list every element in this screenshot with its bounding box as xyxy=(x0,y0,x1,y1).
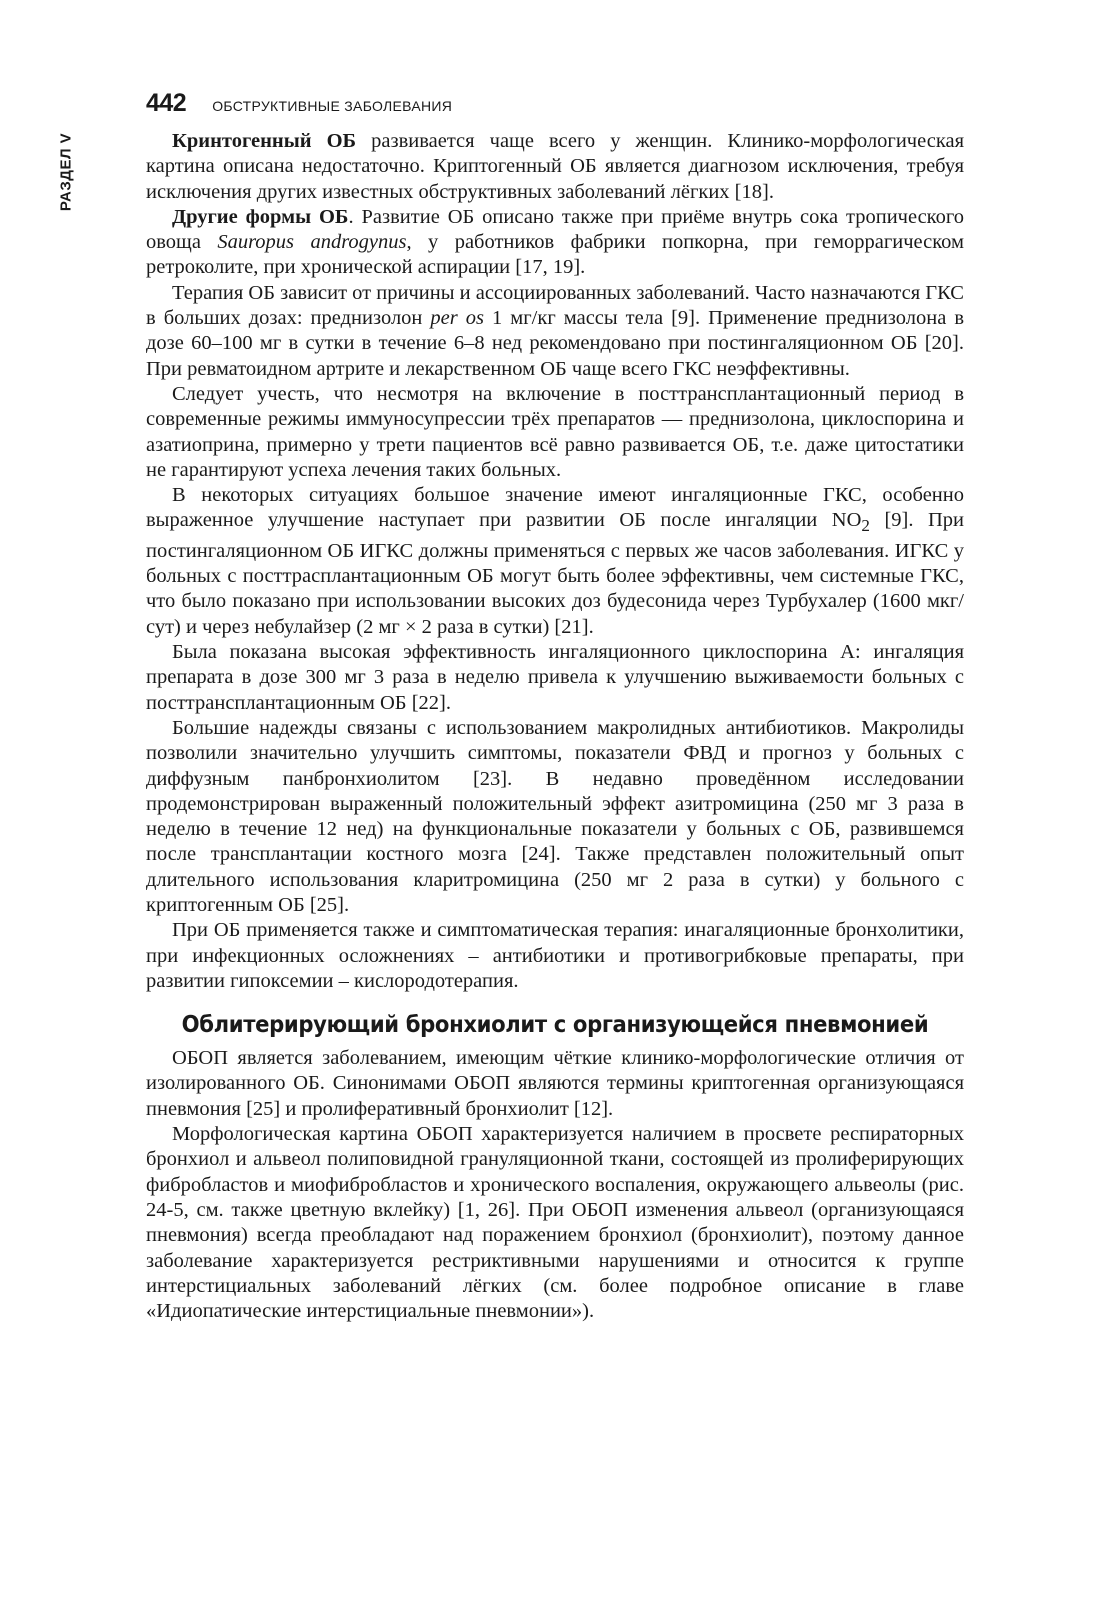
paragraph-symptomatic xyxy=(146,918,964,994)
paragraph-text: Была показана высокая эффективность ингаляционного циклоспорина A: ингаляция препарата в дозе 300 мг 3 раза в неделю привела к улучшению выживаемости больных с посттрансплантационным ОБ [22]. xyxy=(146,641,964,714)
paragraph-text: При ОБ применяется также и симптоматическая терапия: инагаляционные бронхолитики, при инфекционных осложнениях – антибиотики и противогрибковые препараты, при развитии гипоксемии – кислородотерапия. xyxy=(146,919,964,992)
paragraph-text: В некоторых ситуациях большое значение имеют ингаляционные ГКС, особенно выраженное улучшение наступает при развитии ОБ после ингаляции NO xyxy=(146,484,964,532)
paragraph-text: Терапия ОБ зависит от причины и ассоциированных заболеваний. Часто назначаются ГКС в больших дозах: преднизолон xyxy=(146,281,964,330)
running-title: ОБСТРУКТИВНЫЕ ЗАБОЛЕВАНИЯ xyxy=(212,98,453,114)
paragraph-cryptogenic xyxy=(146,129,964,205)
paragraph-text: 1 мг/кг массы тела [9]. Применение преднизолона в дозе 60–100 мг в сутки в течение 6–8 нед рекомендовано при постингаляционном ОБ [20]. При ревматоидном артрите и лекарственном ОБ чаще всего ГКС неэффективны. xyxy=(146,307,964,380)
paragraph-inhaled-gks xyxy=(146,483,964,640)
latin-term: per os xyxy=(430,307,484,330)
section-heading: Облитерирующий бронхиолит с организующейся пневмонией xyxy=(181,1012,929,1039)
paragraph-immunosuppression xyxy=(146,382,964,483)
paragraph-therapy xyxy=(146,281,964,382)
paragraph-text: Морфологическая картина ОБОП характеризуется наличием в просвете респираторных бронхиол и альвеол полиповидной грануляционной ткани, состоящей из пролиферирующих фибробластов и миофибробластов и хронического воспаления, окружающего альвеолы (рис. 24-5, см. также цветную вклейку) [1, 26]. При ОБОП изменения альвеол (организующаяся пневмония) всегда преобладают над поражением бронхиол (бронхиолит), поэтому данное заболевание характеризуется рестриктивными нарушениями и относится к группе интерстициальных заболеваний лёгких (см. более подробное описание в главе «Идиопатические интерстициальные пневмонии»). xyxy=(146,1123,964,1323)
paragraph-bop-morphology xyxy=(146,1122,964,1324)
paragraph-text: . Развитие ОБ описано также при приёме внутрь сока тропического овоща xyxy=(146,205,964,254)
section-side-label-text: РАЗДЕЛ V xyxy=(57,132,75,212)
paragraph-other-forms xyxy=(146,205,964,281)
paragraph-bop-definition xyxy=(146,1046,964,1122)
paragraph-text: , у работников фабрики попкорна, при геморрагическом ретроколите, при хронической аспирации [17, 19]. xyxy=(146,231,964,279)
paragraph-cyclosporine xyxy=(146,640,964,716)
paragraph-text: ОБОП является заболеванием, имеющим чёткие клинико-морфологические отличия от изолированного ОБ. Синонимами ОБОП являются термины криптогенная организующаяся пневмония [25] и пролиферативный бронхиолит [12]. xyxy=(146,1047,964,1120)
paragraph-text: Большие надежды связаны с использованием макролидных антибиотиков. Макролиды позволили значительно улучшить симптомы, показатели ФВД и прогноз у больных с диффузным панбронхиолитом [23]. В недавно проведённом исследовании продемонстрирован выраженный положительный эффект азитромицина (250 мг 3 раза в неделю в течение 12 нед) на функциональные показатели у больных с ОБ, развившемся после трансплантации костного мозга [24]. Также представлен положительный опыт длительного использования кларитромицина (250 мг 2 раза в сутки) у больного с криптогенным ОБ [25]. xyxy=(146,716,964,916)
paragraph-lead: Другие формы ОБ xyxy=(172,205,349,228)
species-name: Sauropus androgynus xyxy=(217,231,407,254)
paragraph-macrolides xyxy=(146,716,964,918)
page-body xyxy=(146,129,964,1324)
paragraph-text: развивается чаще всего у женщин. Клинико-морфологическая картина описана недостаточно. Криптогенный ОБ является диагнозом исключения, требуя исключения других известных обструктивных заболеваний лёгких [18]. xyxy=(146,130,964,203)
paragraph-lead: Кринтогенный ОБ xyxy=(172,130,357,152)
page-number: 442 xyxy=(146,89,187,117)
section-side-label xyxy=(56,132,76,212)
subscript: 2 xyxy=(861,516,870,536)
paragraph-text: [9]. При постингаляционном ОБ ИГКС должны применяться с первых же часов заболевания. ИГКС у больных с посттрасплантационным ОБ могут быть более эффективны, чем системные ГКС, что было показано при использовании высоких доз будесонида через Турбухалер (1600 мкг/сут) и через небулайзер (2 мг × 2 раза в сутки) [21]. xyxy=(146,509,964,638)
paragraph-text: Следует учесть, что несмотря на включение в посттрансплантационный период в современные режимы иммуносупрессии трёх препаратов — преднизолона, циклоспорина и азатиоприна, примерно у трети пациентов всё равно развивается ОБ, т.е. даже цитостатики не гарантируют успеха лечения таких больных. xyxy=(146,382,964,481)
page-header xyxy=(146,84,966,118)
